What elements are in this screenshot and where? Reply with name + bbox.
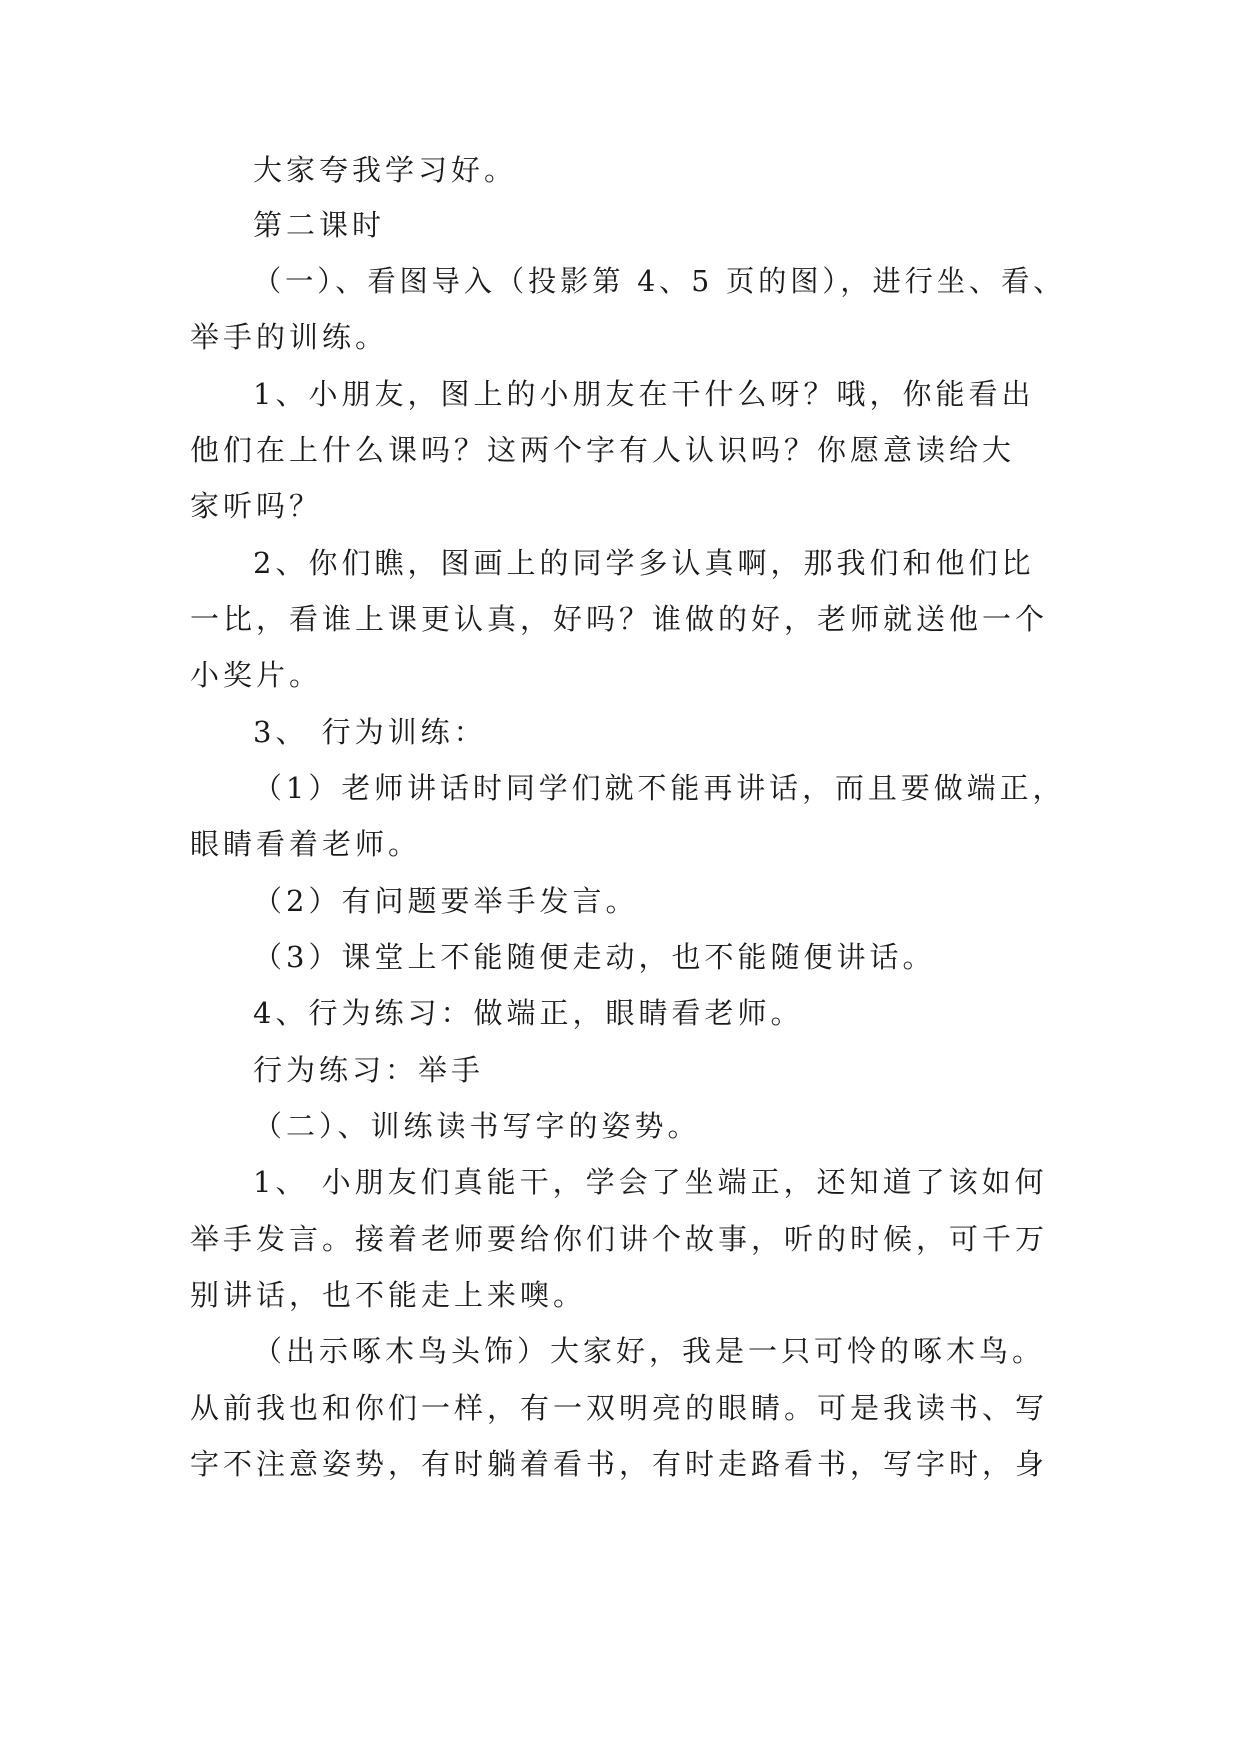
text-line: 从前我也和你们一样，有一双明亮的眼睛。可是我读书、写: [190, 1391, 1049, 1425]
text-line: 大家夸我学习好。: [253, 153, 518, 187]
text-line: 2、你们瞧，图画上的同学多认真啊，那我们和他们比: [253, 546, 1035, 580]
text-line: 家听吗？: [190, 489, 323, 523]
text-line: 1、 小朋友们真能干，学会了坐端正，还知道了该如何: [253, 1165, 1048, 1199]
text-line: 字不注意姿势，有时躺着看书，有时走路看书，写字时，身: [190, 1447, 1049, 1481]
text-line: 眼睛看着老师。: [190, 827, 422, 861]
text-line: 举手的训练。: [190, 320, 389, 354]
text-line: 举手发言。接着老师要给你们讲个故事，听的时候，可千万: [190, 1222, 1049, 1256]
text-line: （2）有问题要举手发言。: [253, 884, 639, 918]
text-line: 3、 行为训练：: [253, 715, 487, 749]
text-line: 一比，看谁上课更认真，好吗？谁做的好，老师就送他一个: [190, 602, 1049, 636]
text-line: （3）课堂上不能随便走动，也不能随便讲话。: [253, 940, 936, 974]
text-line: （1）老师讲话时同学们就不能再讲话，而且要做端正，: [253, 771, 1066, 805]
text-line: 别讲话，也不能走上来噢。: [190, 1278, 587, 1312]
text-line: （一）、看图导入（投影第 4、5 页的图），进行坐、看、: [253, 264, 1066, 298]
text-line: 小奖片。: [190, 658, 323, 692]
text-line: 4、行为练习：做端正，眼睛看老师。: [253, 996, 804, 1030]
text-line: （二）、训练读书写字的姿势。: [253, 1109, 701, 1143]
text-line: 他们在上什么课吗？这两个字有人认识吗？你愿意读给大: [190, 433, 1016, 467]
text-line: 第二课时: [253, 208, 386, 242]
text-line: 行为练习：举手: [253, 1053, 485, 1087]
text-line: 1、小朋友，图上的小朋友在干什么呀？哦，你能看出: [253, 377, 1035, 411]
text-line: （出示啄木鸟头饰）大家好，我是一只可怜的啄木鸟。: [253, 1334, 1046, 1368]
